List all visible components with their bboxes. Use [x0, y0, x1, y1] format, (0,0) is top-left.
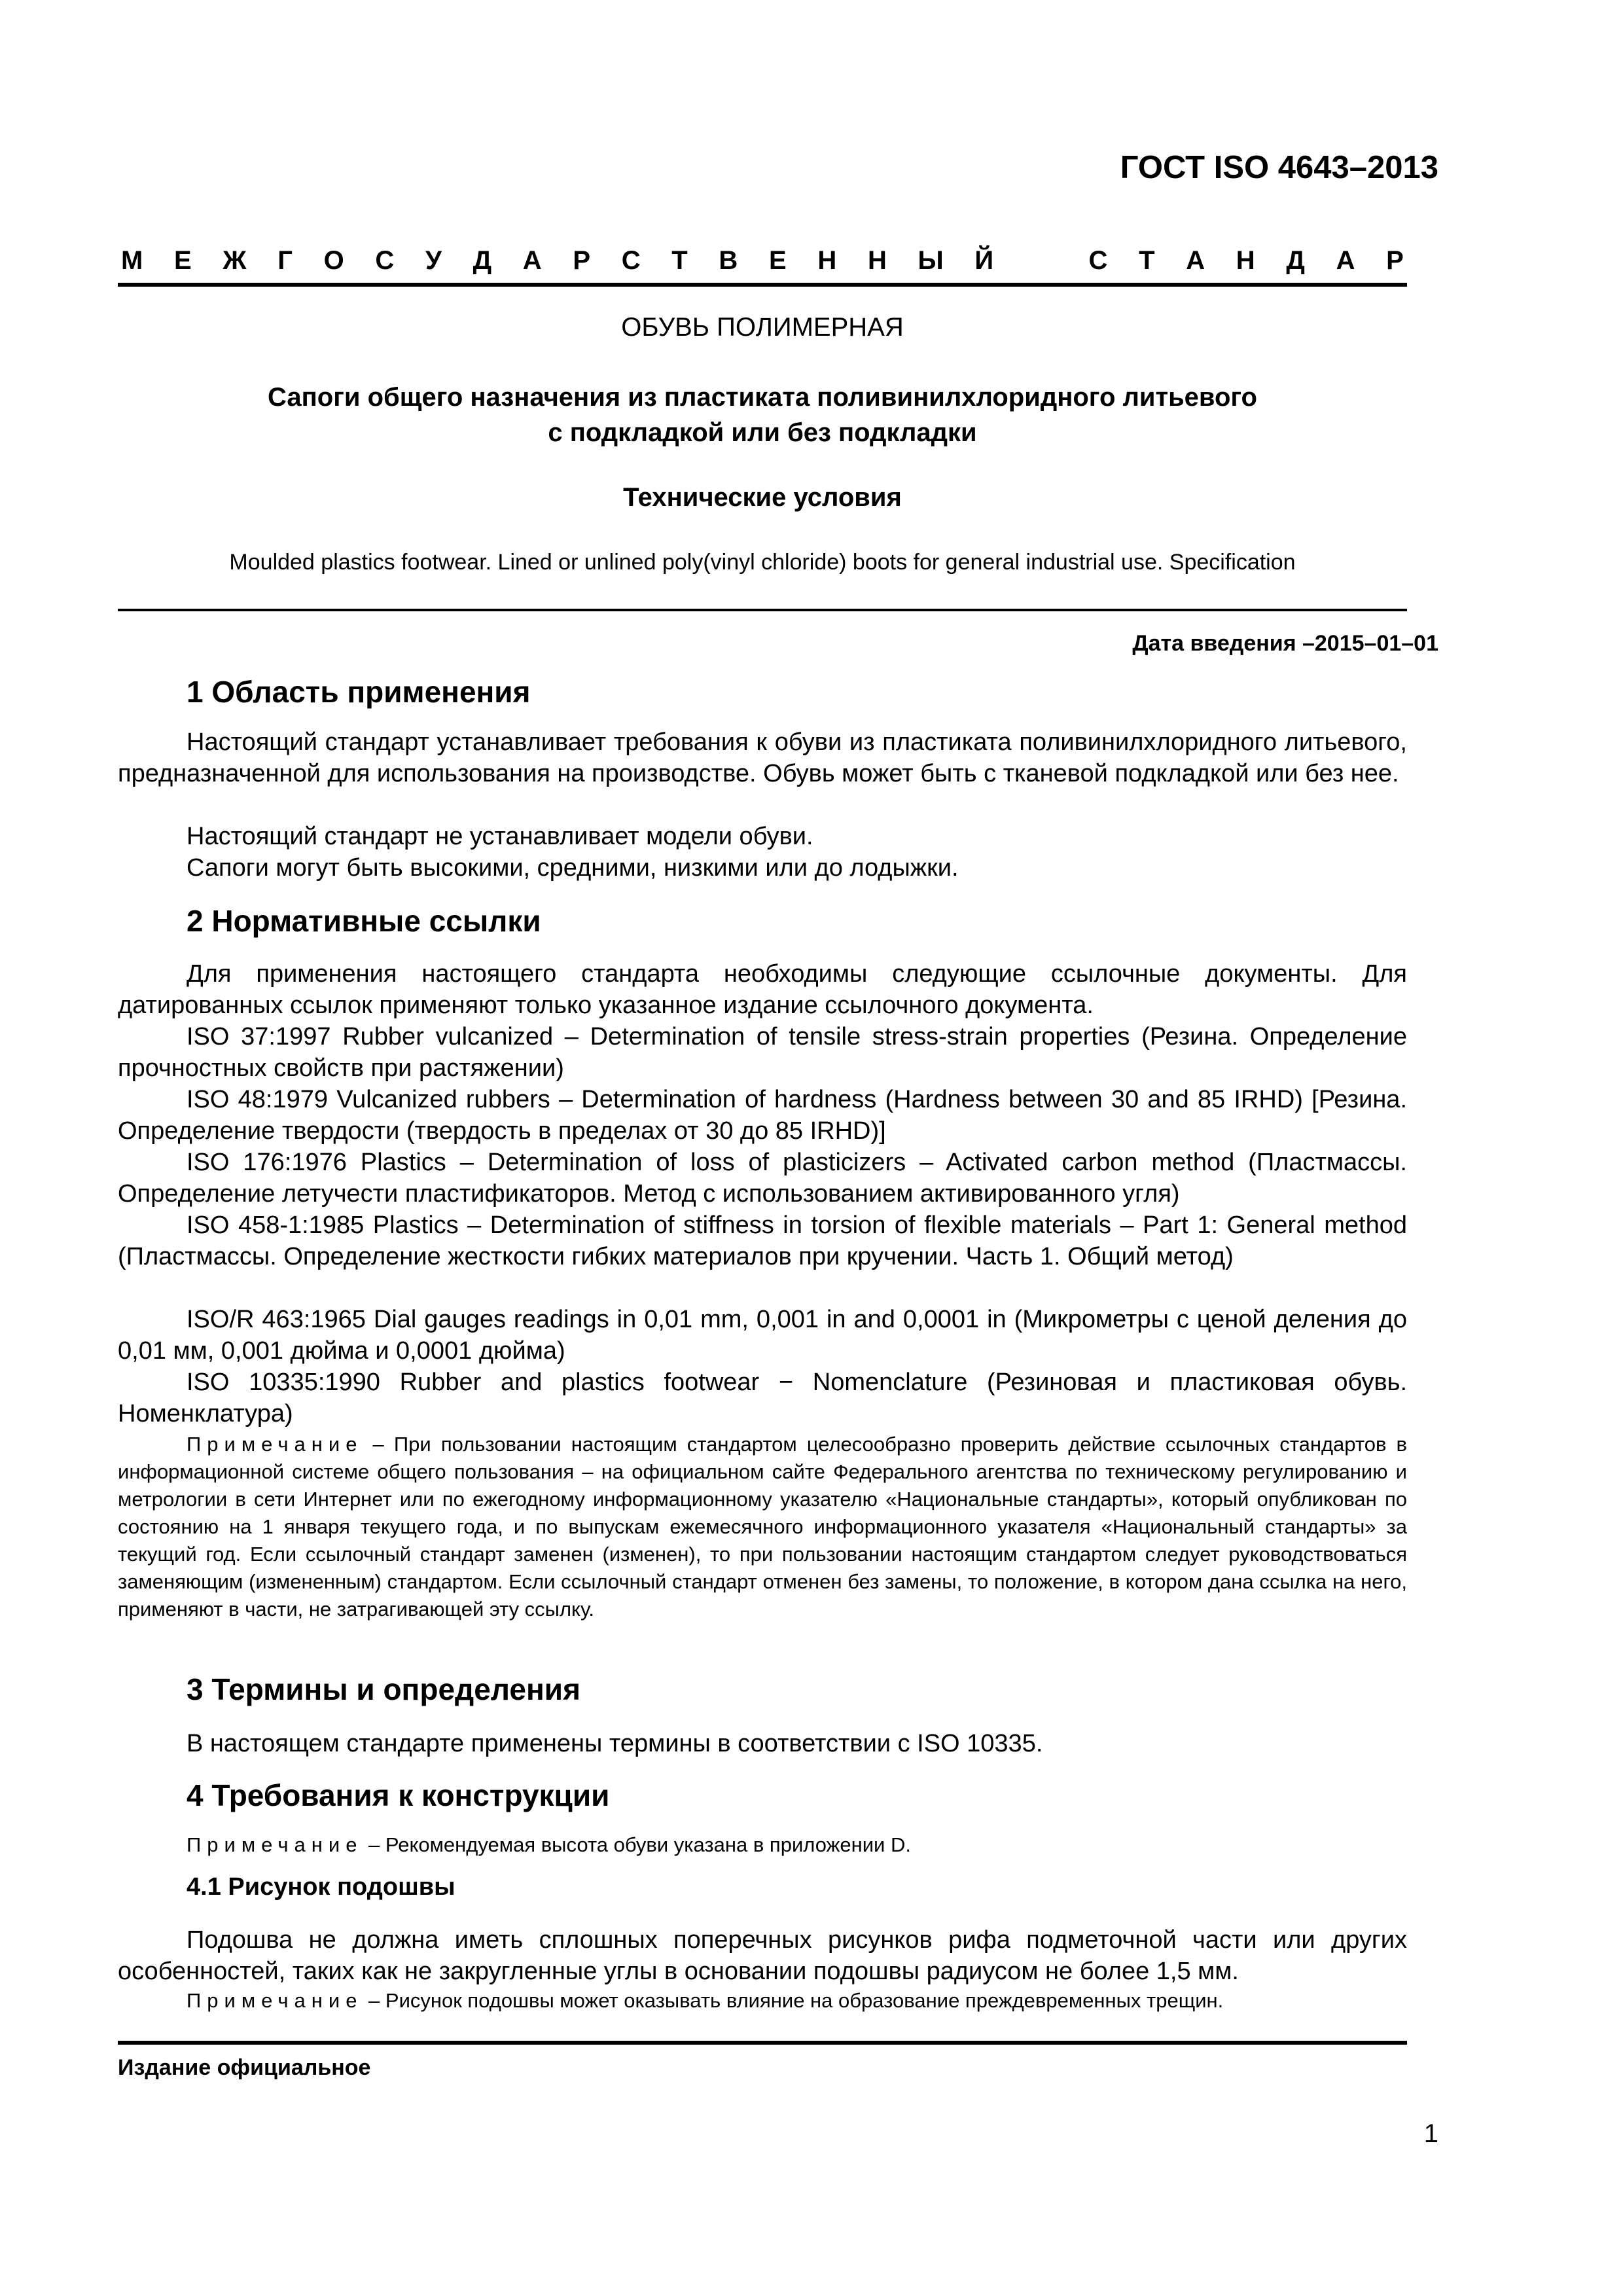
banner-letter: Ж	[223, 246, 247, 275]
banner-letter: Р	[573, 246, 591, 275]
section-4-heading: 4 Требования к конструкции	[187, 1778, 610, 1812]
section-2-heading: 2 Нормативные ссылки	[187, 904, 541, 938]
interstate-standard-banner	[121, 246, 1404, 276]
section-2-note	[118, 1431, 1407, 1623]
note-text: – Рисунок подошвы может оказывать влияние на образование преждевременных трещин.	[363, 1989, 1224, 2012]
banner-letter: Г	[277, 246, 293, 275]
banner-letter: М	[121, 246, 143, 275]
banner-letter: Н	[817, 246, 837, 275]
note-label: Примечание	[187, 1833, 363, 1856]
reference-item: ISO 458-1:1985 Plastics – Determination of stiffness in torsion of flexible materials – Part 1: General method (Пластмассы. Определение жесткости гибких материалов при кручении. Часть 1. Общий метод)	[118, 1211, 1407, 1270]
subsection-4-1-heading: 4.1 Рисунок подошвы	[187, 1873, 455, 1901]
banner-letter: У	[425, 246, 442, 275]
document-spec-label: Технические условия	[623, 483, 902, 512]
banner-letter: Т	[671, 246, 688, 275]
section-1-paragraph: Настоящий стандарт устанавливает требования к обуви из пластиката поливинилхлоридного литьевого, предназначенной для использования на производстве. Обувь может быть с тканевой подкладкой или без нее.	[118, 728, 1407, 787]
footer-divider	[118, 2041, 1407, 2045]
edition-label: Издание официальное	[118, 2055, 371, 2080]
banner-letter: Й	[974, 246, 994, 275]
reference-item: ISO 176:1976 Plastics – Determination of loss of plasticizers – Activated carbon method (Пластмассы. Определение летучести пластификаторов. Метод с использованием активированного угля)	[118, 1149, 1407, 1208]
banner-letter: Н	[1236, 246, 1255, 275]
reference-item: ISO/R 463:1965 Dial gauges readings in 0,01 mm, 0,001 in and 0,0001 in (Микрометры с ценой деления до 0,01 мм, 0,001 дюйма и 0,0001 дюйма)	[118, 1306, 1407, 1365]
section-3-paragraph: В настоящем стандарте применены термины в соответствии с ISO 10335.	[187, 1730, 1043, 1757]
banner-letter: В	[719, 246, 738, 275]
section-3-heading: 3 Термины и определения	[187, 1672, 580, 1706]
reference-item: ISO 48:1979 Vulcanized rubbers – Determination of hardness (Hardness between 30 and 85 IRHD) [Резина. Определение твердости (твердость в пределах от 30 до 85 IRHD)]	[118, 1086, 1407, 1145]
banner-letter: Н	[867, 246, 887, 275]
banner-gap	[1025, 246, 1058, 276]
reference-item: ISO 10335:1990 Rubber and plastics footwear − Nomenclature (Резиновая и пластиковая обувь. Номенклатура)	[118, 1369, 1407, 1427]
subtitle-line-2: с подкладкой или без подкладки	[548, 418, 977, 447]
section-4-note	[118, 1831, 1407, 1859]
banner-letter: Ы	[918, 246, 944, 275]
banner-letter: Д	[1286, 246, 1305, 275]
subtitle-line-1: Сапоги общего назначения из пластиката поливинилхлоридного литьевого	[268, 383, 1257, 412]
banner-letter: С	[375, 246, 395, 275]
banner-letter: А	[1186, 246, 1205, 275]
banner-letter: А	[1336, 246, 1355, 275]
document-title: ОБУВЬ ПОЛИМЕРНАЯ	[621, 313, 904, 342]
header-divider	[118, 283, 1407, 287]
banner-letter: О	[323, 246, 344, 275]
banner-letter: Р	[1386, 246, 1404, 275]
section-1-paragraph: Сапоги могут быть высокими, средними, низкими или до лодыжки.	[187, 854, 959, 882]
banner-letter: Д	[473, 246, 492, 275]
section-1-paragraph: Настоящий стандарт не устанавливает модели обуви.	[187, 823, 813, 850]
note-label: Примечание	[187, 1989, 363, 2012]
document-subtitle	[118, 380, 1407, 450]
reference-item: ISO 37:1997 Rubber vulcanized – Determination of tensile stress-strain properties (Резина. Определение прочностных свойств при растяжении)	[118, 1023, 1407, 1082]
banner-letter: С	[621, 246, 641, 275]
subsection-4-1-note	[118, 1987, 1407, 2015]
standard-code: ГОСТ ISO 4643–2013	[1120, 150, 1438, 185]
introduction-date: Дата введения –2015–01–01	[1132, 631, 1438, 656]
title-divider	[118, 609, 1407, 611]
banner-letter: Е	[174, 246, 192, 275]
subsection-4-1-paragraph: Подошва не должна иметь сплошных поперечных рисунков рифа подметочной части или других особенностей, таких как не закругленные углы в основании подошвы радиусом не более 1,5 мм.	[118, 1926, 1407, 1985]
section-1-heading: 1 Область применения	[187, 675, 531, 709]
note-label: Примечание	[187, 1433, 363, 1456]
page-number: 1	[1423, 2119, 1438, 2148]
banner-letter: Е	[769, 246, 787, 275]
note-text: – При пользовании настоящим стандартом целесообразно проверить действие ссылочных стандартов в информационной системе общего пользования – на официальном сайте Федерального агентства по техническому регулированию и метрологии в сети Интернет или по ежегодному информационному указателю «Национальные стандарты», который опубликован по состоянию на 1 января текущего года, и по выпускам ежемесячного информационного указателя «Национальный стандарты» за текущий год. Если ссылочный стандарт заменен (изменен), то при пользовании настоящим стандартом следует руководствоваться заменяющим (измененным) стандартом. Если ссылочный стандарт отменен без замены, то положение, в котором дана ссылка на него, применяют в части, не затрагивающей эту ссылку.	[118, 1433, 1407, 1621]
banner-letter: А	[522, 246, 542, 275]
note-text: – Рекомендуемая высота обуви указана в приложении D.	[363, 1833, 911, 1856]
english-title: Moulded plastics footwear. Lined or unlined poly(vinyl chloride) boots for general industrial use. Specification	[229, 550, 1296, 575]
banner-letter: С	[1088, 246, 1108, 275]
banner-letter: Т	[1139, 246, 1155, 275]
section-2-paragraph: Для применения настоящего стандарта необходимы следующие ссылочные документы. Для датированных ссылок применяют только указанное издание ссылочного документа.	[118, 960, 1407, 1019]
